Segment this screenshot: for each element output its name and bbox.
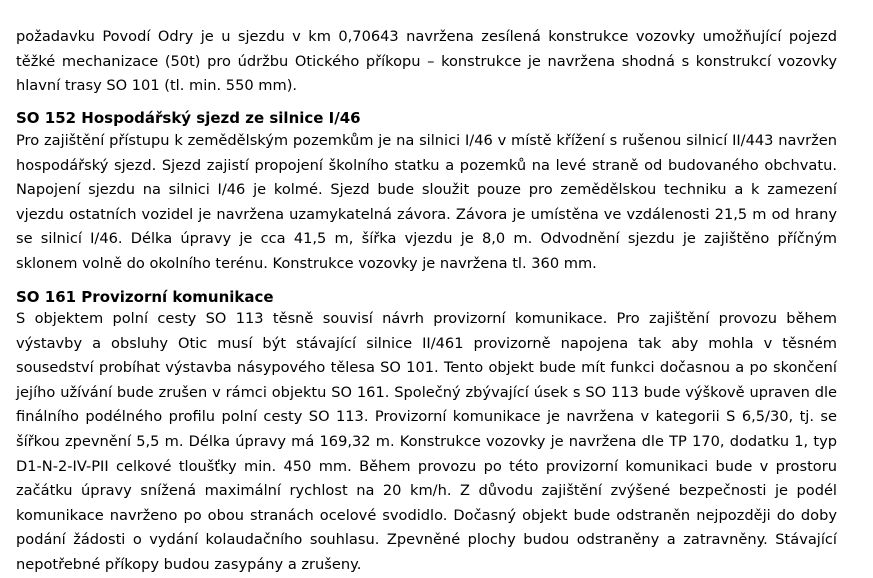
section-heading-so-152: SO 152 Hospodářský sjezd ze silnice I/46 bbox=[16, 109, 361, 127]
intro-paragraph: požadavku Povodí Odry je u sjezdu v km 0,70643 navržena zesílená konstrukce vozovky umožňující pojezd těžké mechanizace (50t) pro údržbu Otického příkopu – konstrukce je navržena shodná s konstrukcí vozovky hlavní trasy SO 101 (tl. min. 550 mm). bbox=[16, 28, 837, 95]
section-body-so-161: S objektem polní cesty SO 113 těsně souvisí návrh provizorní komunikace. Pro zajištění provozu během výstavby a obsluhy Otic musí být stávající silnice II/461 provizorně napojena tak aby mohla v těsném sousedství probíhat výstavba násypového tělesa SO 101. Tento objekt bude mít funkci dočasnou a po skončení jejího užívání bude zrušen v rámci objektu SO 161. Společný zbývající úsek s SO 113 bude výškově upraven dle finálního podélného profilu polní cesty SO 113. Provizorní komunikace je navržena v kategorii S 6,5/30, tj. se šířkou zpevnění 5,5 m. Délka úpravy má 169,32 m. Konstrukce vozovky je navržena dle TP 170, dodatku 1, typ D1-N-2-IV-PII celkové tloušťky min. 450 mm. Během provozu po této provizorní komunikaci bude v prostoru začátku úpravy snížená maximální rychlost na 20 km/h. Z důvodu zajištění zvýšené bezpečnosti je podél komunikace navrženo po obou stranách ocelové svodidlo. Dočasný objekt bude odstraněn nejpozději do doby podání žádosti o vydání kolaudačního souhlasu. Zpevněné plochy budou odstraněny a zatravněny. Stávající nepotřebné příkopy budou zasypány a zrušeny. bbox=[16, 310, 837, 573]
section-heading-so-161: SO 161 Provizorní komunikace bbox=[16, 288, 274, 306]
section-body-so-152: Pro zajištění přístupu k zemědělským pozemkům je na silnici I/46 v místě křížení s rušenou silnicí II/443 navržen hospodářský sjezd. Sjezd zajistí propojení školního statku a pozemků na levé straně od budovaného obchvatu. Napojení sjezdu na silnici I/46 je kolmé. Sjezd bude sloužit pouze pro zemědělskou techniku a k zamezení vjezdu ostatních vozidel je navržena uzamykatelná závora. Závora je umístěna ve vzdálenosti 21,5 m od hrany se silnicí I/46. Délka úpravy je cca 41,5 m, šířka vjezdu je 8,0 m. Odvodnění sjezdu je zajištěno příčným sklonem volně do okolního terénu. Konstrukce vozovky je navržena tl. 360 mm. bbox=[16, 132, 837, 272]
